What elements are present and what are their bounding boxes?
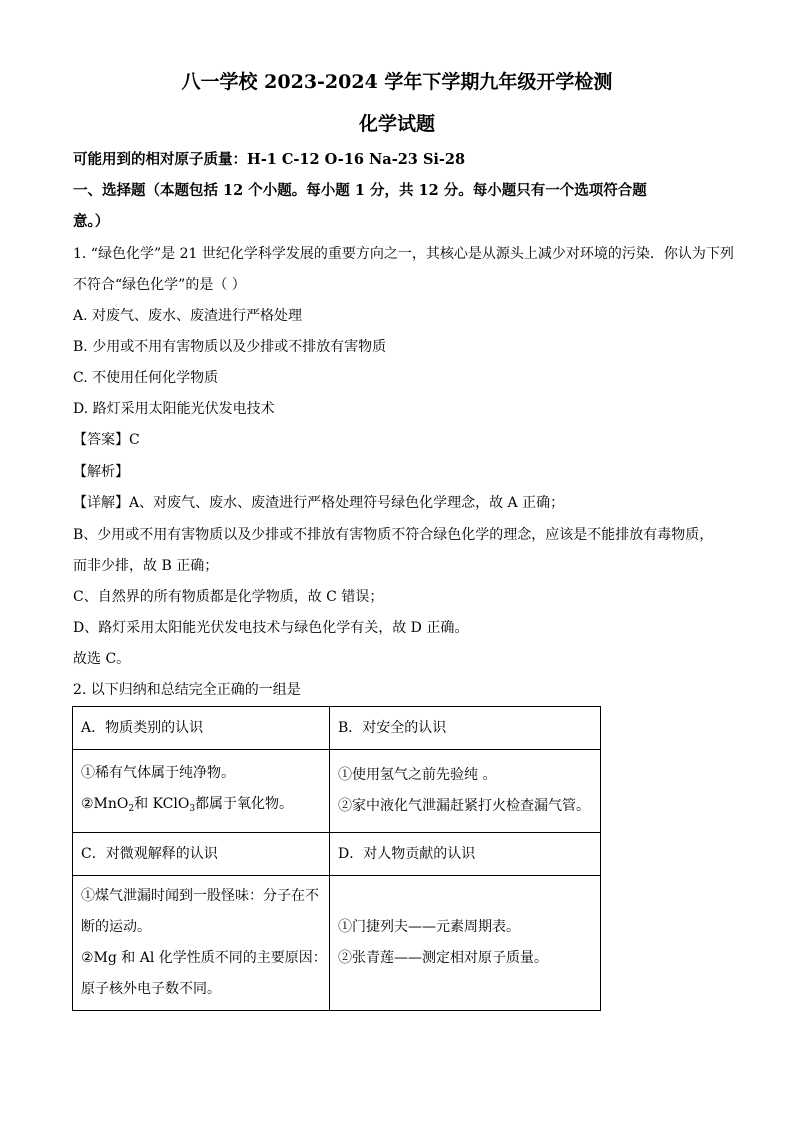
cell-b-header: B．对安全的认识 xyxy=(330,707,601,750)
explanation-line: B、少用或不用有害物质以及少排或不排放有害物质不符合绿色化学的理念，应该是不能排放有毒物质， xyxy=(73,527,714,543)
section-title-line2: 意。） xyxy=(73,213,110,230)
cell-b-body xyxy=(330,750,601,833)
cell-c-line: 原子核外电子数不同。 xyxy=(81,981,221,997)
explanation-line: C、自然界的所有物质都是化学物质，故 C 错误； xyxy=(73,589,384,605)
section-title-line1: 一、选择题（本题包括 12 个小题。每小题 1 分，共 12 分。每小题只有一个选项符合题 xyxy=(73,182,647,199)
exam-title: 八一学校 2023-2024 学年下学期九年级开学检测 xyxy=(181,71,613,93)
atomic-masses-line: 可能用到的相对原子质量：H-1 C-12 O-16 Na-23 Si-28 xyxy=(73,151,466,168)
cell-a-line2: ②MnO$_2$和 KClO$_3$都属于氧化物。 xyxy=(81,795,294,814)
cell-d-body xyxy=(330,876,601,1011)
question1-option-c: C. 不使用任何化学物质 xyxy=(73,370,219,386)
exam-subject-title: 化学试题 xyxy=(358,113,435,135)
explanation-line: D、路灯采用太阳能光伏发电技术与绿色化学有关，故 D 正确。 xyxy=(73,620,469,636)
question2-stem: 2. 以下归纳和总结完全正确的一组是 xyxy=(73,682,301,698)
cell-c-line: 断的运动。 xyxy=(81,919,151,935)
cell-b-line2: ②家中液化气泄漏赶紧打火检查漏气管。 xyxy=(338,798,590,814)
cell-c-line: ②Mg 和 Al 化学性质不同的主要原因： xyxy=(81,950,327,966)
cell-d-header: D．对人物贡献的认识 xyxy=(330,833,601,876)
question1-option-d: D. 路灯采用太阳能光伏发电技术 xyxy=(73,401,275,417)
cell-a-line1: ①稀有气体属于纯净物。 xyxy=(81,764,235,781)
explanation-line: 而非少排，故 B 正确； xyxy=(73,558,219,574)
cell-c-line: ①煤气泄漏时闻到一股怪味：分子在不 xyxy=(81,888,319,904)
question1-stem-line2: 不符合“绿色化学”的是（ ） xyxy=(73,277,246,293)
cell-c-body xyxy=(73,876,330,1011)
question1-option-b: B. 少用或不用有害物质以及少排或不排放有害物质 xyxy=(73,339,387,355)
cell-d-line: ①门捷列夫——元素周期表。 xyxy=(338,919,520,935)
explanation-line: 故选 C。 xyxy=(73,651,131,667)
summary-table xyxy=(72,706,601,1011)
question1-analysis-label: 【解析】 xyxy=(73,464,129,480)
question1-option-a: A. 对废气、废水、废渣进行严格处理 xyxy=(73,308,303,324)
question1-stem-line1: 1. “绿色化学”是 21 世纪化学科学发展的重要方向之一，其核心是从源头上减少对环境的污染．你认为下列 xyxy=(73,246,734,262)
explanation-line: 【详解】A、对废气、废水、废渣进行严格处理符号绿色化学理念，故 A 正确； xyxy=(73,495,565,511)
question1-answer: 【答案】C xyxy=(73,432,140,448)
cell-c-header: C．对微观解释的认识 xyxy=(73,833,330,876)
cell-a-header: A．物质类别的认识 xyxy=(73,707,330,750)
cell-b-line1: ①使用氢气之前先验纯 。 xyxy=(338,767,497,783)
cell-d-line: ②张青莲——测定相对原子质量。 xyxy=(338,950,548,966)
cell-a-body xyxy=(73,750,330,833)
